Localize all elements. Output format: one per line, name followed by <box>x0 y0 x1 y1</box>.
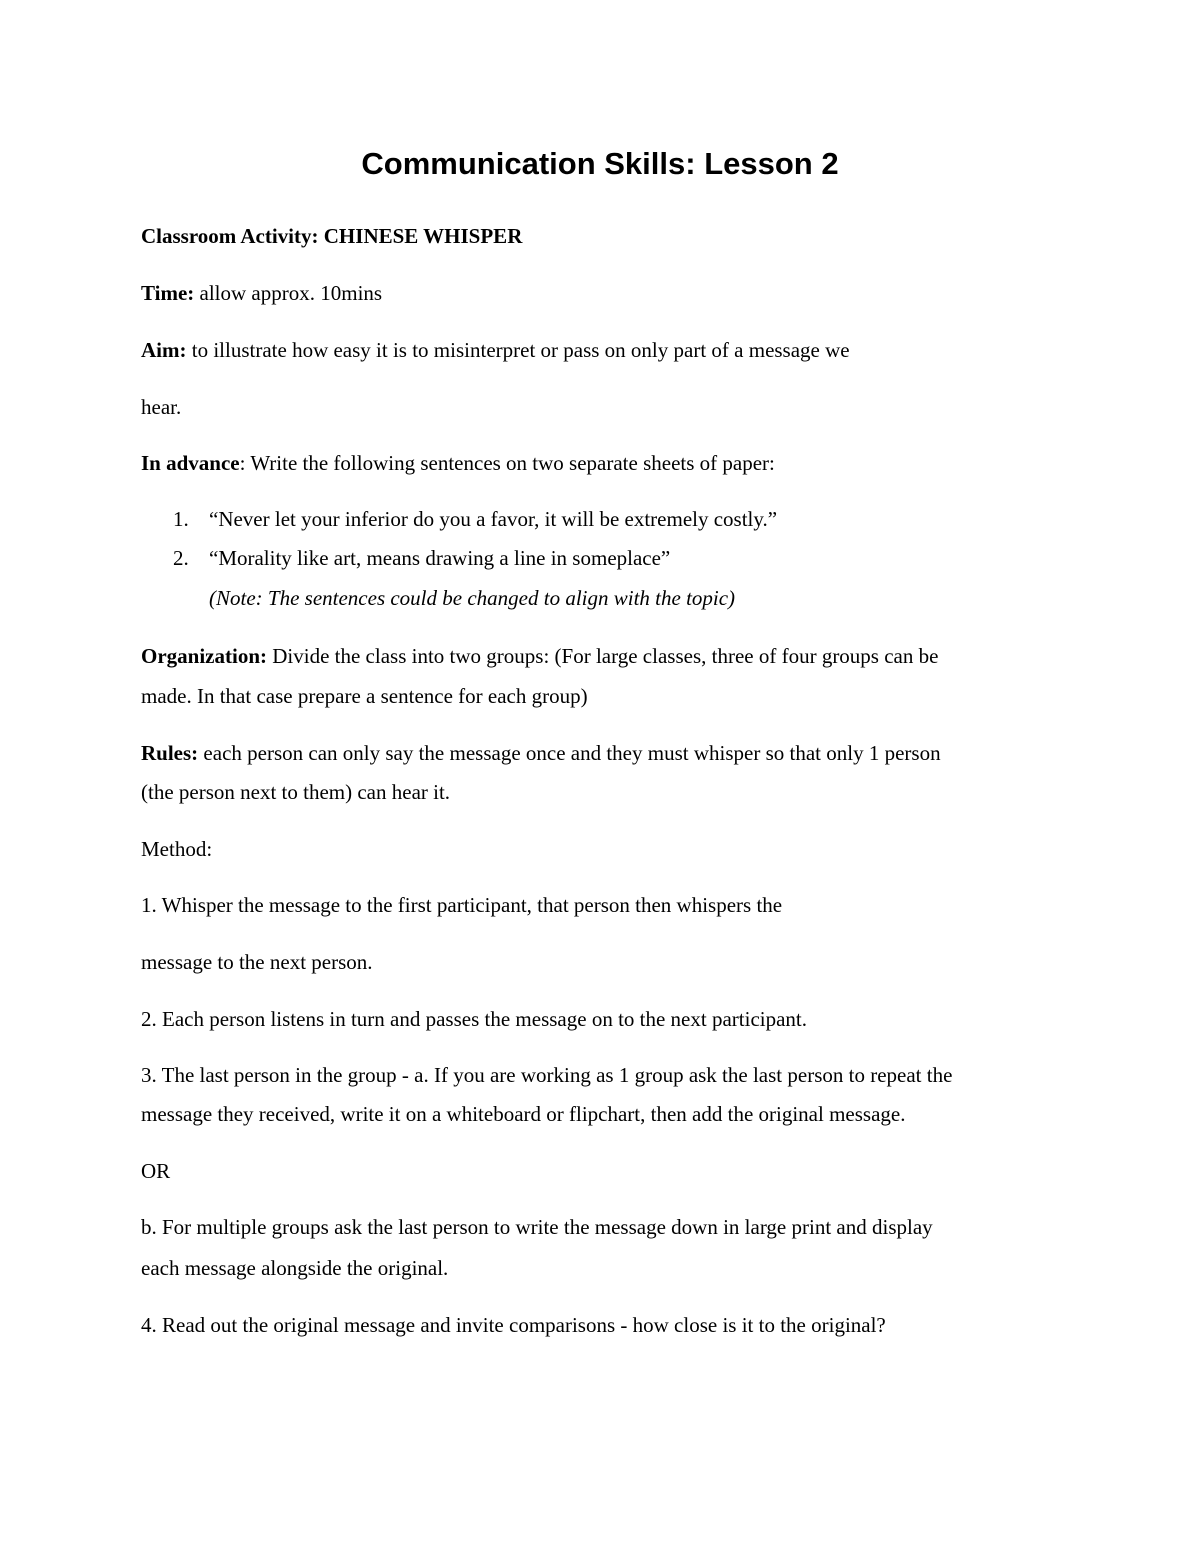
sentence-text: “Never let your inferior do you a favor, it will be extremely costly.” <box>209 507 778 531</box>
aim-value-1: to illustrate how easy it is to misinterpret or pass on only part of a message we <box>186 338 850 362</box>
organization-value-1: Divide the class into two groups: (For large classes, three of four groups can be <box>267 644 939 668</box>
sentence-number: 1. <box>173 507 189 531</box>
aim-line-1 <box>141 335 850 365</box>
organization-line-2: made. In that case prepare a sentence for each group) <box>141 684 588 708</box>
time-label: Time: <box>141 281 195 305</box>
organization-line-1 <box>141 641 938 671</box>
aim-label: Aim: <box>141 338 187 362</box>
step-1-line-1: 1. Whisper the message to the first participant, that person then whispers the <box>141 893 783 917</box>
page-title: Communication Skills: Lesson 2 <box>361 146 839 181</box>
rules-value-1: each person can only say the message once and they must whisper so that only 1 person <box>198 741 941 765</box>
method-heading: Method: <box>141 837 213 861</box>
rules-label: Rules: <box>141 741 199 765</box>
step-3-line-1: 3. The last person in the group - a. If you are working as 1 group ask the last person to repeat the <box>141 1063 953 1087</box>
step-1-line-2: message to the next person. <box>141 950 373 974</box>
step-3-line-2: message they received, write it on a whiteboard or flipchart, then add the original message. <box>141 1102 906 1126</box>
sentence-note: (Note: The sentences could be changed to align with the topic) <box>209 586 736 610</box>
step-b-line-1: b. For multiple groups ask the last person to write the message down in large print and display <box>141 1215 933 1239</box>
aim-line-2: hear. <box>141 395 182 419</box>
in-advance-label: In advance <box>141 451 240 475</box>
in-advance-line <box>141 448 775 478</box>
rules-line-2: (the person next to them) can hear it. <box>141 780 451 804</box>
step-b-line-2: each message alongside the original. <box>141 1256 449 1280</box>
step-4: 4. Read out the original message and invite comparisons - how close is it to the original? <box>141 1313 886 1337</box>
sentence-text: “Morality like art, means drawing a line in someplace” <box>209 546 671 570</box>
activity-line <box>141 221 522 251</box>
time-line <box>141 278 382 308</box>
sentence-number: 2. <box>173 546 189 570</box>
activity-label: Classroom Activity: <box>141 224 319 248</box>
step-2: 2. Each person listens in turn and passes the message on to the next participant. <box>141 1007 808 1031</box>
activity-value: CHINESE WHISPER <box>318 224 523 248</box>
in-advance-value: : Write the following sentences on two separate sheets of paper: <box>239 451 775 475</box>
time-value: allow approx. 10mins <box>194 281 383 305</box>
organization-label: Organization: <box>141 644 267 668</box>
or-separator: OR <box>141 1159 171 1183</box>
rules-line-1 <box>141 738 941 768</box>
